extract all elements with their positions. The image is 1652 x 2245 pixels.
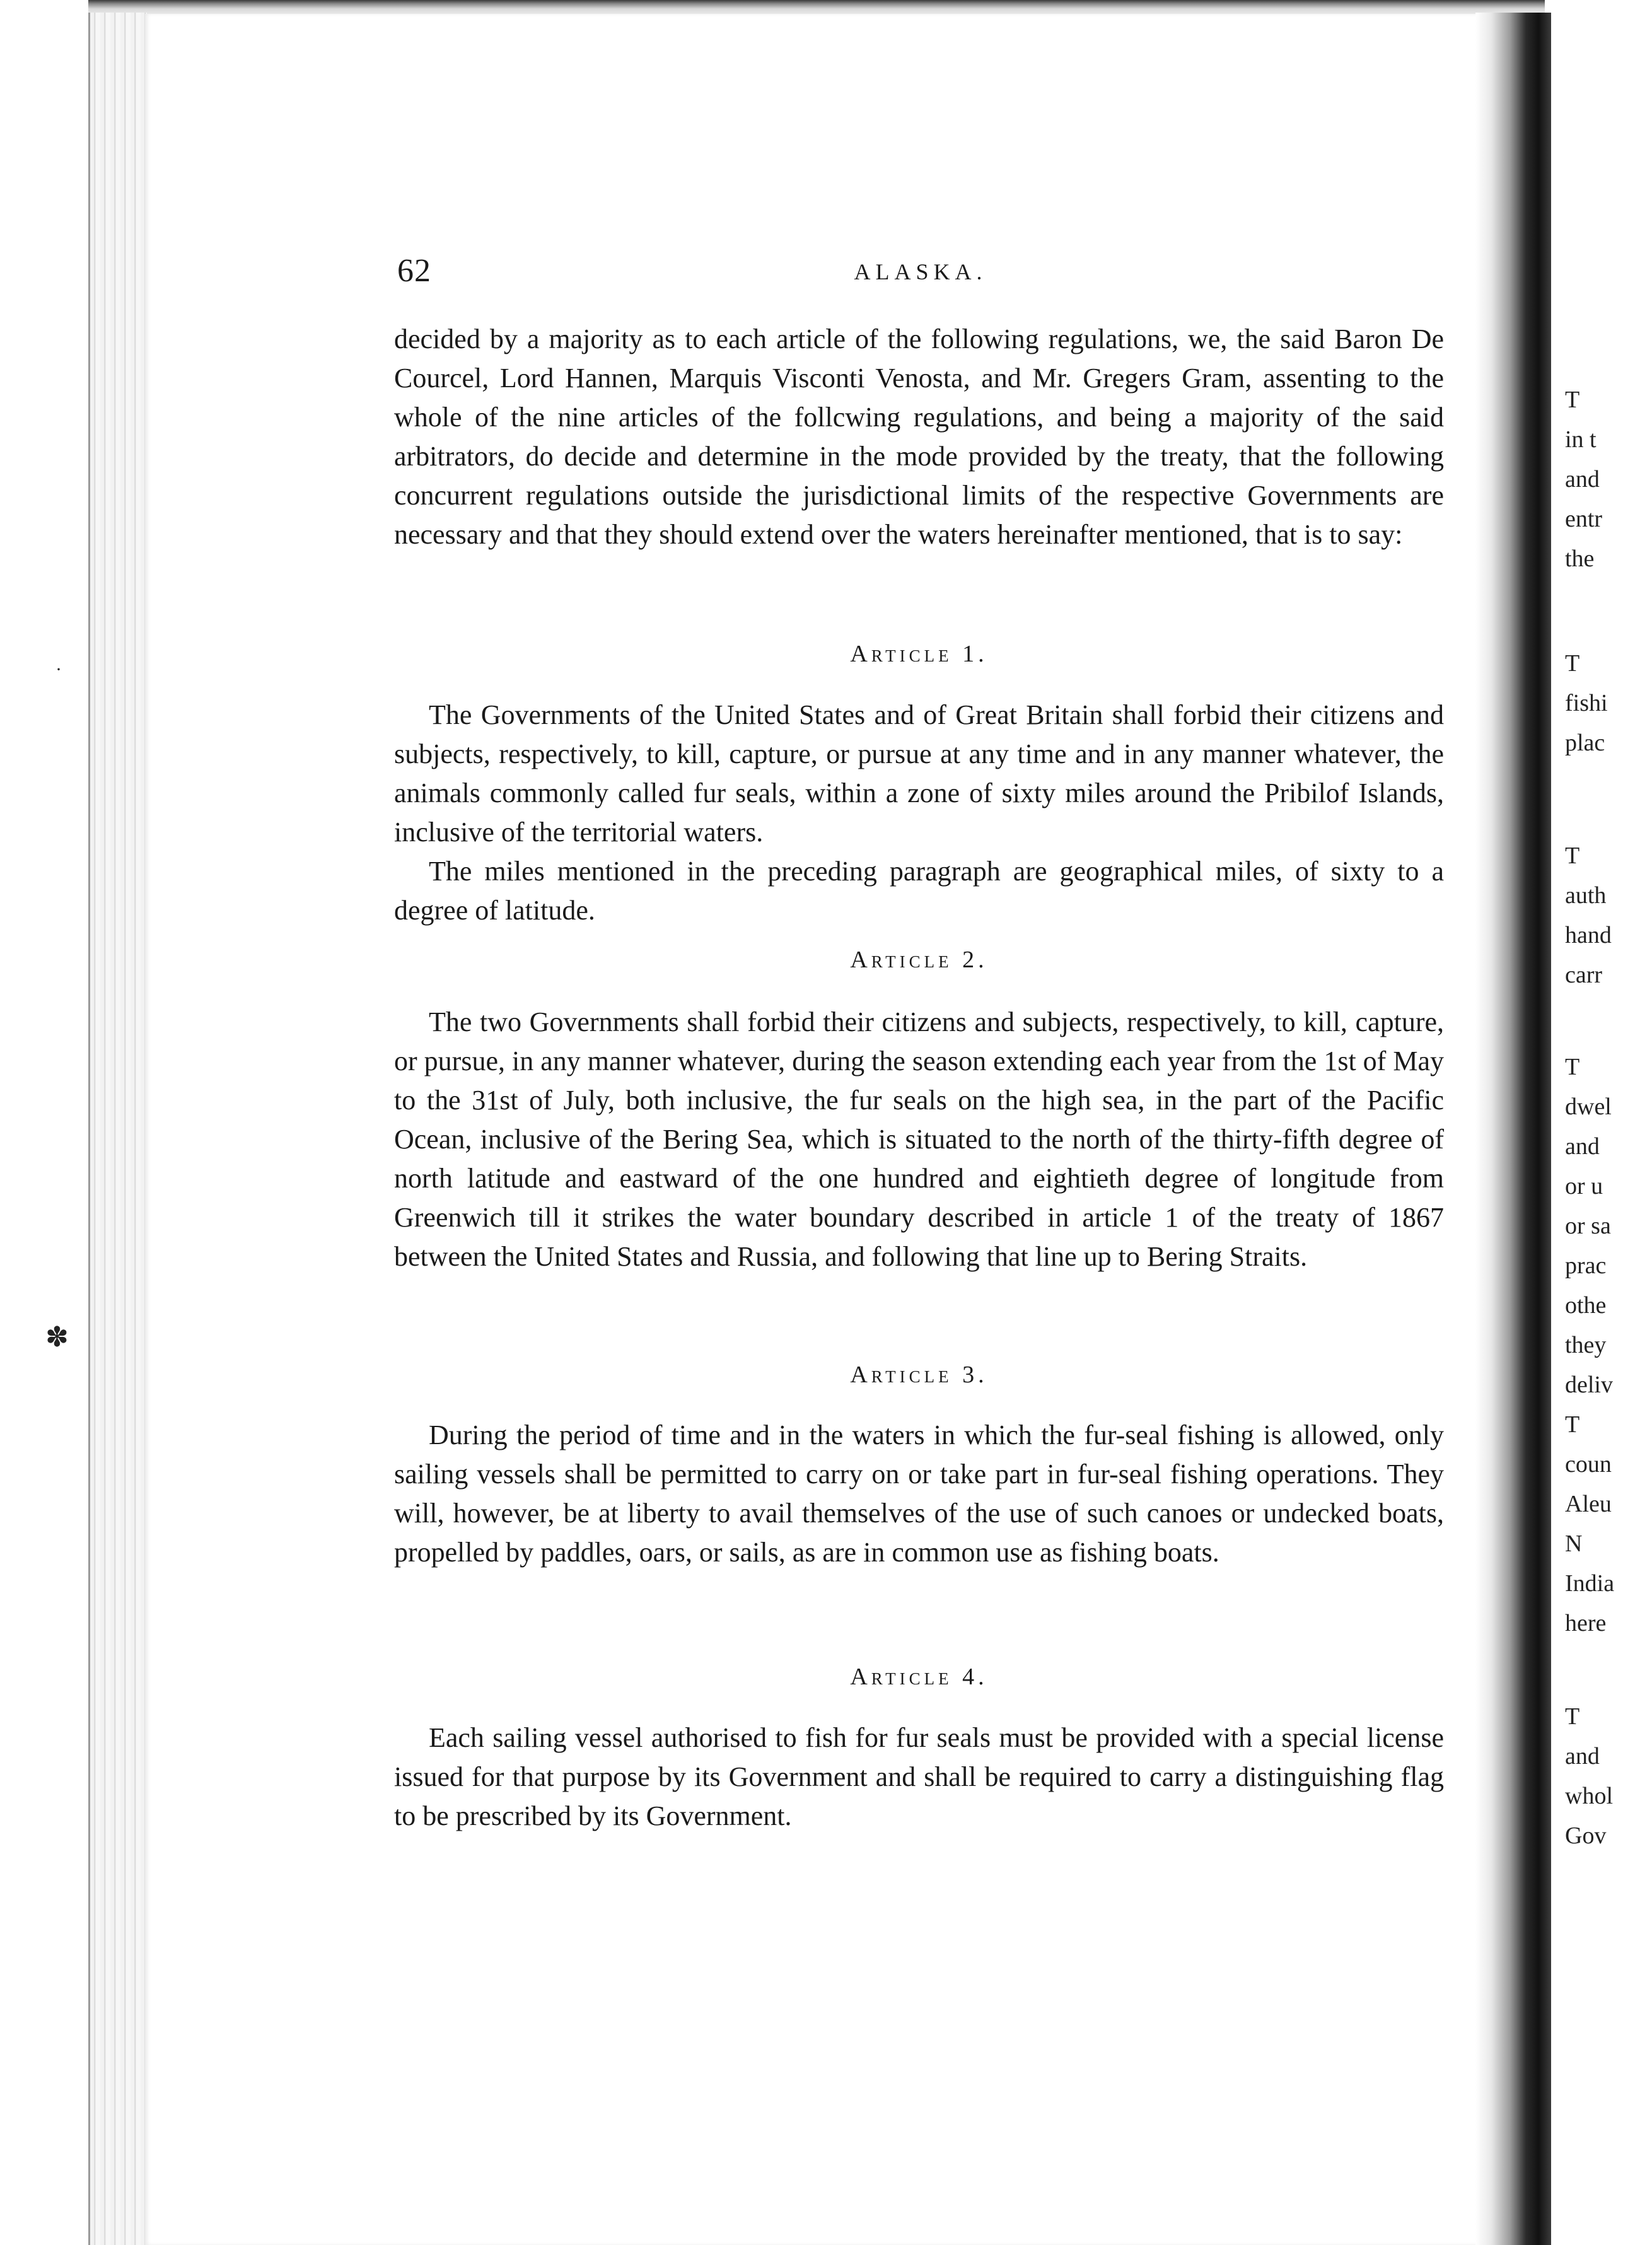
running-head bbox=[397, 252, 1444, 296]
page-number: 62 bbox=[397, 253, 431, 289]
facing-page-fragment: prac bbox=[1565, 1252, 1607, 1279]
facing-page-fragment: fishi bbox=[1565, 690, 1608, 716]
facing-page-fragment: Gov bbox=[1565, 1822, 1607, 1849]
facing-page-fragment: T bbox=[1565, 650, 1580, 677]
facing-page-fragment: othe bbox=[1565, 1292, 1607, 1319]
article-1-body bbox=[394, 696, 1444, 930]
facing-page-fragment: India bbox=[1565, 1570, 1615, 1597]
facing-page-fragment: deliv bbox=[1565, 1372, 1613, 1398]
facing-page-fragment: and bbox=[1565, 1743, 1600, 1770]
intro-paragraph: decided by a majority as to each article of the following regulations, we, the said Baron De Courcel, Lord Hannen, Marquis Visconti Venosta, and Mr. Gregers Gram, assenting to the whole of the nine articles of the follcwing regulations, and being a majority of the said arbitrators, do decide and determine in the mode provided by the treaty, that the following concurrent regulations outside the jurisdictional limits of the respective Governments are necessary and that they should extend over the waters hereinafter mentioned, that is to say: bbox=[394, 324, 1444, 550]
facing-page-fragment: hand bbox=[1565, 922, 1612, 948]
article-4-paragraph-1: Each sailing vessel authorised to fish for fur seals must be provided with a special license issued for that purpose by its Government and shall be required to carry a distinguishing flag to be prescribed by its Government. bbox=[394, 1722, 1444, 1831]
article-2-body bbox=[394, 1003, 1444, 1276]
facing-page-fragment: dwel bbox=[1565, 1093, 1612, 1120]
facing-page-fragment: entr bbox=[1565, 506, 1603, 532]
article-2-paragraph-1: The two Governments shall forbid their citizens and subjects, respectively, to kill, capture, or pursue, in any manner whatever, during the season extending each year from the 1st of May to the 31st of July, both inclusive, the fur seals on the high sea, in the part of the Pacific Ocean, inclusive of the Bering Sea, which is situated to the north of the thirty-fifth degree of north latitude and eastward of the one hundred and eightieth degree of longitude from Greenwich till it strikes the water boundary described in article 1 of the treaty of 1867 between the United States and Russia, and following that line up to Bering Straits. bbox=[394, 1006, 1444, 1272]
facing-page-fragment: whol bbox=[1565, 1783, 1613, 1809]
article-1-paragraph-2: The miles mentioned in the preceding paragraph are geographical miles, of sixty to a degree of latitude. bbox=[394, 856, 1444, 926]
facing-page-fragment: T bbox=[1565, 843, 1580, 869]
facing-page-fragment: coun bbox=[1565, 1451, 1612, 1478]
article-3-heading: Article 3. bbox=[850, 1362, 988, 1388]
facing-page-fragment: they bbox=[1565, 1332, 1607, 1358]
facing-page-fragment: here bbox=[1565, 1610, 1607, 1636]
facing-page-fragment: Aleu bbox=[1565, 1491, 1612, 1517]
article-1-paragraph-1: The Governments of the United States and of Great Britain shall forbid their citizens and subjects, respectively, to kill, capture, or pursue at any time and in any manner whatever, the animals commonly called fur seals, within a zone of sixty miles around the Pribilof Islands, inclusive of the territorial waters. bbox=[394, 699, 1444, 848]
facing-page-fragment: or sa bbox=[1565, 1213, 1611, 1239]
facing-page-fragment: T bbox=[1565, 1054, 1580, 1080]
facing-page bbox=[1551, 0, 1652, 2245]
facing-page-fragment: and bbox=[1565, 466, 1600, 493]
page-stack-edge bbox=[88, 13, 147, 2245]
facing-page-fragment: the bbox=[1565, 545, 1595, 572]
intro-paragraph-block bbox=[394, 320, 1444, 554]
facing-page-fragment: T bbox=[1565, 1411, 1580, 1438]
scan-speck: · bbox=[55, 659, 62, 680]
article-1-heading: Article 1. bbox=[850, 641, 988, 667]
article-4-heading: Article 4. bbox=[850, 1664, 988, 1690]
facing-page-fragment: carr bbox=[1565, 962, 1603, 988]
running-title: ALASKA. bbox=[854, 259, 987, 284]
facing-page-fragment: or u bbox=[1565, 1173, 1603, 1199]
article-3-body bbox=[394, 1416, 1444, 1572]
article-3-paragraph-1: During the period of time and in the waters in which the fur-seal fishing is allowed, only sailing vessels shall be permitted to carry on or take part in fur-seal fishing operations. They will, however, be at liberty to avail themselves of the use of such canoes or undecked boats, propelled by paddles, oars, or sails, as are in common use as fishing boats. bbox=[394, 1420, 1444, 1568]
facing-page-fragment: auth bbox=[1565, 882, 1607, 909]
scan-speck: ✽ bbox=[45, 1322, 69, 1353]
article-4-body bbox=[394, 1718, 1444, 1836]
facing-page-fragment: T bbox=[1565, 1703, 1580, 1730]
facing-page-fragment: T bbox=[1565, 387, 1580, 413]
facing-page-fragment: N bbox=[1565, 1531, 1583, 1557]
facing-page-fragment: and bbox=[1565, 1133, 1600, 1160]
book-gutter-shadow bbox=[1475, 13, 1551, 2245]
article-2-heading: Article 2. bbox=[850, 947, 988, 973]
facing-page-fragment: in t bbox=[1565, 426, 1597, 453]
facing-page-fragment: plac bbox=[1565, 730, 1605, 756]
